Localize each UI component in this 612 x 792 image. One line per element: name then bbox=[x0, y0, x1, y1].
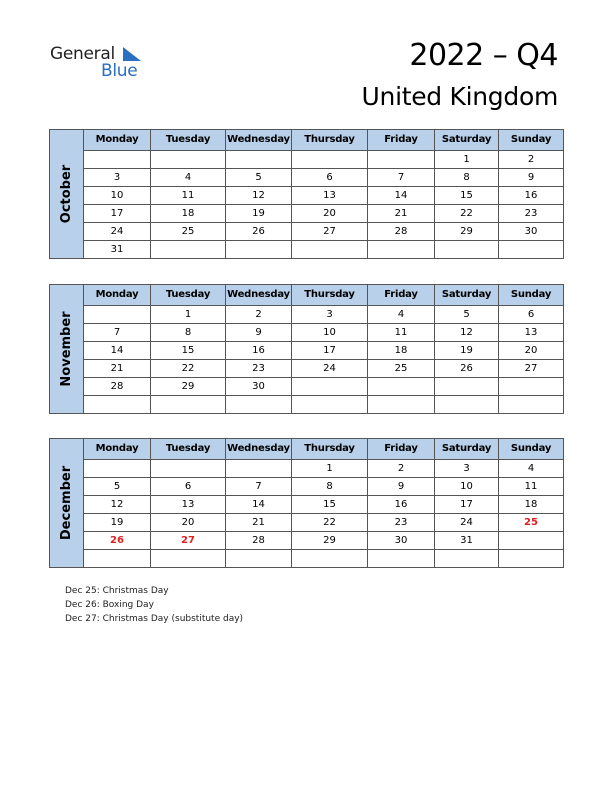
weekday-header: Tuesday bbox=[151, 439, 226, 460]
day-cell: 21 bbox=[368, 205, 435, 223]
day-cell: 15 bbox=[435, 187, 499, 205]
day-cell: 29 bbox=[151, 378, 226, 396]
day-cell bbox=[151, 460, 226, 478]
day-cell: 21 bbox=[84, 360, 151, 378]
weekday-header: Monday bbox=[84, 439, 151, 460]
logo-word-blue: Blue bbox=[101, 61, 138, 81]
day-cell bbox=[292, 396, 368, 414]
day-cell: 8 bbox=[435, 169, 499, 187]
weekday-header: Sunday bbox=[499, 285, 564, 306]
day-cell: 21 bbox=[226, 514, 292, 532]
weekday-header: Monday bbox=[84, 130, 151, 151]
day-cell: 15 bbox=[151, 342, 226, 360]
weekday-header-row bbox=[50, 285, 564, 306]
day-cell: 28 bbox=[226, 532, 292, 550]
day-cell: 12 bbox=[226, 187, 292, 205]
day-cell: 3 bbox=[292, 306, 368, 324]
month-table bbox=[49, 438, 564, 568]
day-cell: 19 bbox=[435, 342, 499, 360]
november-calendar bbox=[49, 284, 563, 414]
day-cell: 22 bbox=[292, 514, 368, 532]
holiday-note: Dec 25: Christmas Day bbox=[65, 586, 169, 596]
day-cell bbox=[499, 378, 564, 396]
day-cell bbox=[84, 306, 151, 324]
day-cell: 29 bbox=[435, 223, 499, 241]
day-cell: 31 bbox=[435, 532, 499, 550]
day-cell bbox=[151, 550, 226, 568]
day-cell bbox=[226, 550, 292, 568]
day-cell: 28 bbox=[368, 223, 435, 241]
month-name: November bbox=[58, 311, 74, 387]
holiday-note: Dec 26: Boxing Day bbox=[65, 600, 154, 610]
week-row bbox=[50, 342, 564, 360]
day-cell: 13 bbox=[151, 496, 226, 514]
day-cell: 11 bbox=[151, 187, 226, 205]
december-calendar bbox=[49, 438, 563, 568]
weekday-header: Thursday bbox=[292, 130, 368, 151]
day-cell: 4 bbox=[368, 306, 435, 324]
day-cell bbox=[292, 378, 368, 396]
month-name: December bbox=[58, 465, 74, 541]
weekday-header: Thursday bbox=[292, 439, 368, 460]
day-cell: 22 bbox=[151, 360, 226, 378]
day-cell: 24 bbox=[435, 514, 499, 532]
week-row bbox=[50, 151, 564, 169]
day-cell: 27 bbox=[151, 532, 226, 550]
day-cell: 23 bbox=[499, 205, 564, 223]
weekday-header: Sunday bbox=[499, 130, 564, 151]
day-cell bbox=[84, 396, 151, 414]
day-cell: 31 bbox=[84, 241, 151, 259]
day-cell bbox=[368, 550, 435, 568]
week-row bbox=[50, 378, 564, 396]
day-cell bbox=[292, 550, 368, 568]
day-cell: 2 bbox=[368, 460, 435, 478]
day-cell: 7 bbox=[368, 169, 435, 187]
logo-word-general: General bbox=[50, 44, 115, 64]
day-cell: 2 bbox=[499, 151, 564, 169]
day-cell bbox=[84, 460, 151, 478]
month-label-cell bbox=[50, 130, 84, 259]
day-cell bbox=[151, 241, 226, 259]
week-row bbox=[50, 187, 564, 205]
weekday-header-row bbox=[50, 130, 564, 151]
week-row bbox=[50, 478, 564, 496]
holiday-note: Dec 27: Christmas Day (substitute day) bbox=[65, 614, 244, 624]
weekday-header: Saturday bbox=[435, 130, 499, 151]
logo-flag-icon bbox=[123, 47, 141, 61]
weekday-header: Wednesday bbox=[226, 285, 292, 306]
day-cell bbox=[226, 151, 292, 169]
day-cell: 25 bbox=[151, 223, 226, 241]
day-cell: 12 bbox=[84, 496, 151, 514]
day-cell: 20 bbox=[499, 342, 564, 360]
weekday-header: Tuesday bbox=[151, 130, 226, 151]
day-cell bbox=[435, 378, 499, 396]
day-cell: 16 bbox=[499, 187, 564, 205]
week-row bbox=[50, 360, 564, 378]
day-cell: 7 bbox=[226, 478, 292, 496]
day-cell: 6 bbox=[292, 169, 368, 187]
day-cell bbox=[368, 378, 435, 396]
day-cell: 18 bbox=[499, 496, 564, 514]
day-cell: 14 bbox=[368, 187, 435, 205]
day-cell: 5 bbox=[435, 306, 499, 324]
day-cell: 30 bbox=[226, 378, 292, 396]
weekday-header: Saturday bbox=[435, 285, 499, 306]
day-cell: 27 bbox=[292, 223, 368, 241]
day-cell: 12 bbox=[435, 324, 499, 342]
day-cell bbox=[368, 241, 435, 259]
day-cell: 28 bbox=[84, 378, 151, 396]
weekday-header: Tuesday bbox=[151, 285, 226, 306]
weekday-header: Friday bbox=[368, 439, 435, 460]
weekday-header: Thursday bbox=[292, 285, 368, 306]
day-cell: 7 bbox=[84, 324, 151, 342]
day-cell bbox=[151, 396, 226, 414]
day-cell bbox=[499, 396, 564, 414]
day-cell: 30 bbox=[499, 223, 564, 241]
day-cell: 22 bbox=[435, 205, 499, 223]
day-cell: 9 bbox=[226, 324, 292, 342]
day-cell: 16 bbox=[226, 342, 292, 360]
day-cell bbox=[435, 396, 499, 414]
day-cell bbox=[499, 241, 564, 259]
week-row bbox=[50, 460, 564, 478]
country-name: United Kingdom bbox=[361, 82, 558, 111]
day-cell: 25 bbox=[499, 514, 564, 532]
day-cell bbox=[435, 241, 499, 259]
day-cell bbox=[499, 550, 564, 568]
day-cell: 25 bbox=[368, 360, 435, 378]
day-cell: 30 bbox=[368, 532, 435, 550]
generalblue-logo bbox=[50, 44, 150, 84]
day-cell: 18 bbox=[368, 342, 435, 360]
day-cell: 19 bbox=[226, 205, 292, 223]
month-label-cell bbox=[50, 439, 84, 568]
week-row bbox=[50, 532, 564, 550]
day-cell: 1 bbox=[435, 151, 499, 169]
week-row bbox=[50, 306, 564, 324]
weekday-header: Monday bbox=[84, 285, 151, 306]
weekday-header: Wednesday bbox=[226, 439, 292, 460]
day-cell: 3 bbox=[435, 460, 499, 478]
day-cell bbox=[84, 151, 151, 169]
day-cell: 29 bbox=[292, 532, 368, 550]
october-calendar bbox=[49, 129, 563, 259]
day-cell: 17 bbox=[84, 205, 151, 223]
weekday-header: Saturday bbox=[435, 439, 499, 460]
day-cell: 14 bbox=[84, 342, 151, 360]
week-row bbox=[50, 514, 564, 532]
day-cell bbox=[499, 532, 564, 550]
holiday-notes bbox=[65, 584, 243, 626]
day-cell: 19 bbox=[84, 514, 151, 532]
week-row bbox=[50, 396, 564, 414]
day-cell bbox=[226, 241, 292, 259]
day-cell: 6 bbox=[151, 478, 226, 496]
day-cell: 13 bbox=[499, 324, 564, 342]
week-row bbox=[50, 550, 564, 568]
day-cell: 11 bbox=[368, 324, 435, 342]
day-cell: 16 bbox=[368, 496, 435, 514]
day-cell: 4 bbox=[151, 169, 226, 187]
day-cell bbox=[84, 550, 151, 568]
day-cell: 27 bbox=[499, 360, 564, 378]
day-cell: 23 bbox=[226, 360, 292, 378]
day-cell: 24 bbox=[292, 360, 368, 378]
day-cell: 24 bbox=[84, 223, 151, 241]
week-row bbox=[50, 241, 564, 259]
week-row bbox=[50, 223, 564, 241]
day-cell: 23 bbox=[368, 514, 435, 532]
day-cell: 26 bbox=[84, 532, 151, 550]
day-cell: 15 bbox=[292, 496, 368, 514]
day-cell: 5 bbox=[226, 169, 292, 187]
week-row bbox=[50, 205, 564, 223]
day-cell bbox=[226, 460, 292, 478]
day-cell: 10 bbox=[292, 324, 368, 342]
day-cell: 17 bbox=[292, 342, 368, 360]
day-cell: 10 bbox=[84, 187, 151, 205]
day-cell: 3 bbox=[84, 169, 151, 187]
day-cell: 10 bbox=[435, 478, 499, 496]
day-cell: 26 bbox=[435, 360, 499, 378]
day-cell: 18 bbox=[151, 205, 226, 223]
day-cell bbox=[368, 396, 435, 414]
day-cell bbox=[226, 396, 292, 414]
day-cell: 4 bbox=[499, 460, 564, 478]
day-cell: 20 bbox=[292, 205, 368, 223]
day-cell: 9 bbox=[368, 478, 435, 496]
weekday-header: Friday bbox=[368, 130, 435, 151]
month-table bbox=[49, 284, 564, 414]
day-cell: 8 bbox=[151, 324, 226, 342]
day-cell bbox=[435, 550, 499, 568]
day-cell: 2 bbox=[226, 306, 292, 324]
week-row bbox=[50, 324, 564, 342]
month-table bbox=[49, 129, 564, 259]
day-cell: 11 bbox=[499, 478, 564, 496]
day-cell bbox=[151, 151, 226, 169]
day-cell bbox=[368, 151, 435, 169]
month-name: October bbox=[58, 164, 74, 224]
day-cell: 8 bbox=[292, 478, 368, 496]
weekday-header: Wednesday bbox=[226, 130, 292, 151]
day-cell: 1 bbox=[292, 460, 368, 478]
day-cell: 17 bbox=[435, 496, 499, 514]
day-cell: 1 bbox=[151, 306, 226, 324]
day-cell bbox=[292, 241, 368, 259]
weekday-header: Sunday bbox=[499, 439, 564, 460]
day-cell: 26 bbox=[226, 223, 292, 241]
page-title: 2022 – Q4 bbox=[409, 38, 558, 73]
day-cell bbox=[292, 151, 368, 169]
day-cell: 20 bbox=[151, 514, 226, 532]
month-label-cell bbox=[50, 285, 84, 414]
week-row bbox=[50, 169, 564, 187]
day-cell: 5 bbox=[84, 478, 151, 496]
day-cell: 9 bbox=[499, 169, 564, 187]
day-cell: 13 bbox=[292, 187, 368, 205]
day-cell: 14 bbox=[226, 496, 292, 514]
day-cell: 6 bbox=[499, 306, 564, 324]
weekday-header: Friday bbox=[368, 285, 435, 306]
weekday-header-row bbox=[50, 439, 564, 460]
week-row bbox=[50, 496, 564, 514]
